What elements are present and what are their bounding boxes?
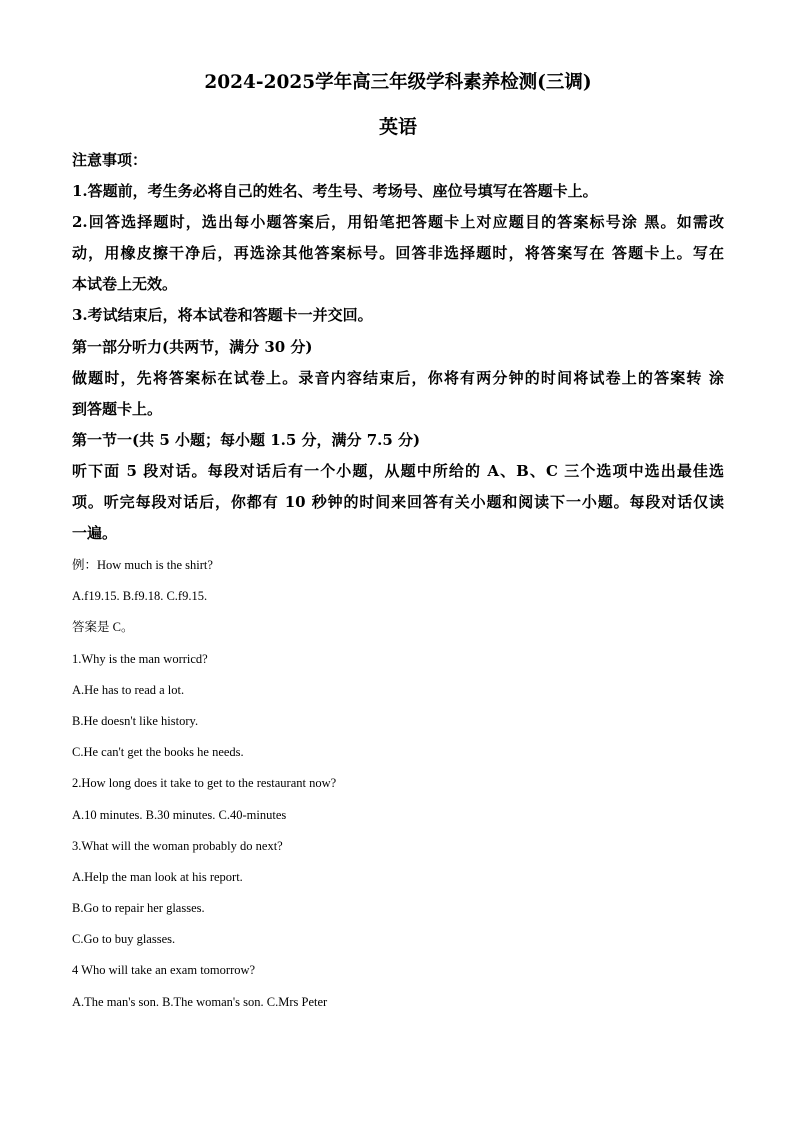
- exam-title: 2024-2025学年高三年级学科素养检测(三调): [204, 72, 592, 93]
- example-answer: 答案是 C。: [72, 620, 134, 634]
- question-3: 3.What will the woman probably do next?: [72, 839, 283, 853]
- notice-item-2-line-1: 2.回答选择题时，选出每小题答案后，用铅笔把答题卡上对应题目的答案标号涂 黑。如需改: [72, 213, 724, 231]
- question-3-option-b: B.Go to repair her glasses.: [72, 901, 205, 915]
- part1-instruction-line-2: 到答题卡上。: [72, 400, 163, 418]
- question-1: 1.Why is the man worricd?: [72, 652, 208, 666]
- question-1-option-c: C.He can't get the books he needs.: [72, 745, 244, 759]
- section1-heading: 第一节一(共 5 小题；每小题 1.5 分，满分 7.5 分): [72, 431, 421, 449]
- section1-line-2: 项。听完每段对话后，你都有 10 秒钟的时间来回答有关小题和阅读下一小题。每段对话仅读: [72, 493, 724, 511]
- notice-item-2-line-2: 动，用橡皮擦干净后，再选涂其他答案标号。回答非选择题时，将答案写在 答题卡上。写在: [72, 244, 724, 262]
- notice-heading: 注意事项：: [72, 151, 148, 169]
- notice-item-1: 1.答题前，考生务必将自己的姓名、考生号、考场号、座位号填写在答题卡上。: [72, 182, 598, 200]
- example-question: 例：How much is the shirt?: [72, 558, 213, 572]
- section1-line-3: 一遍。: [72, 524, 118, 542]
- question-1-option-b: B.He doesn't like history.: [72, 714, 199, 728]
- notice-item-3: 3.考试结束后，将本试卷和答题卡一并交回。: [72, 306, 373, 324]
- subject-title: 英语: [378, 116, 417, 138]
- question-1-option-a: A.He has to read a lot.: [72, 683, 185, 697]
- example-options: A.f19.15. B.f9.18. C.f9.15.: [72, 589, 208, 603]
- question-3-option-c: C.Go to buy glasses.: [72, 932, 176, 946]
- notice-item-2-line-3: 本试卷上无效。: [72, 275, 178, 293]
- part1-instruction-line-1: 做题时，先将答案标在试卷上。录音内容结束后，你将有两分钟的时间将试卷上的答案转 涂: [72, 369, 724, 387]
- question-3-option-a: A.Help the man look at his report.: [72, 870, 243, 884]
- question-4: 4 Who will take an exam tomorrow?: [72, 963, 256, 977]
- section1-line-1: 听下面 5 段对话。每段对话后有一个小题，从题中所给的 A、B、C 三个选项中选出最佳选: [72, 462, 724, 480]
- question-4-options: A.The man's son. B.The woman's son. C.Mrs Peter: [72, 995, 328, 1009]
- question-2: 2.How long does it take to get to the restaurant now?: [72, 776, 337, 790]
- part1-heading: 第一部分听力(共两节，满分 30 分): [72, 338, 313, 356]
- question-2-options: A.10 minutes. B.30 minutes. C.40-minutes: [72, 808, 287, 822]
